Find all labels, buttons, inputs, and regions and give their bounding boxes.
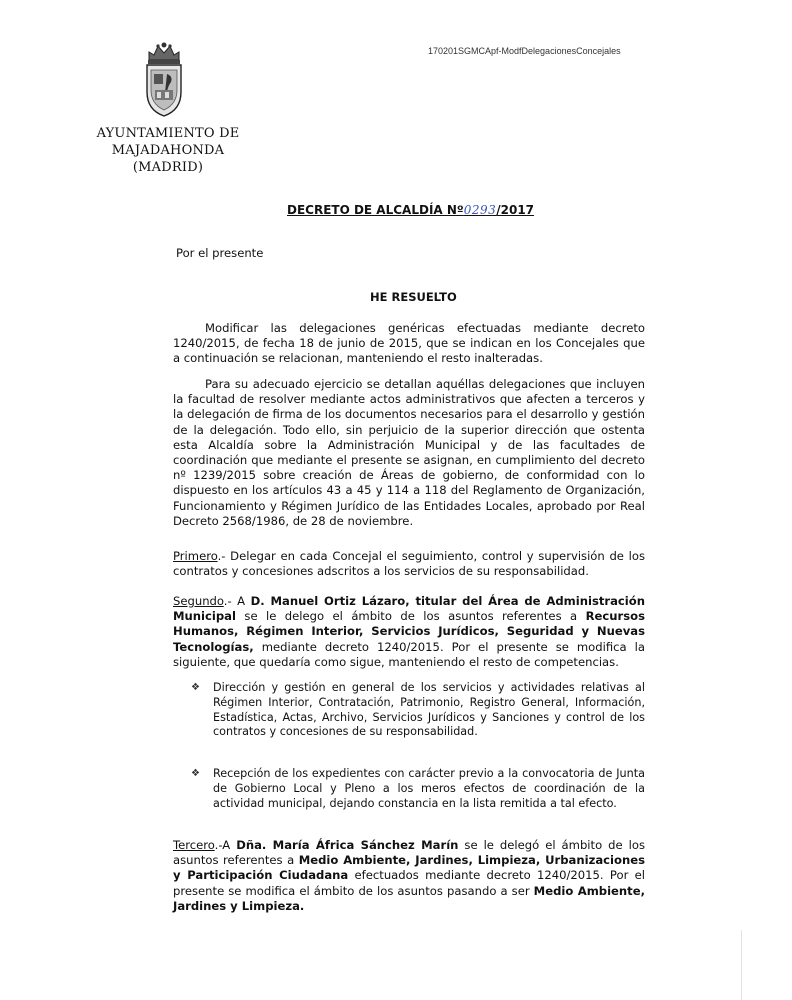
council-name <box>96 125 240 176</box>
segundo-areas: Recursos Humanos, Régimen Interior, Servicios Jurídicos, Seguridad y Nuevas Tecnologías, <box>173 609 645 654</box>
paragraph-primero <box>173 549 645 579</box>
bullet-2-icon: ❖ <box>191 768 200 779</box>
segundo-lead: .- A <box>223 594 251 608</box>
tercero-person: Dña. María África Sánchez Marín <box>236 838 459 852</box>
tercero-areas: Medio Ambiente, Jardines, Limpieza, Urbanizaciones y Participación Ciudadana <box>173 853 645 883</box>
coat-of-arms-icon <box>141 40 187 118</box>
tercero-mid2: efectuados mediante decreto 1240/2015. Por el presente se modifica el ámbito de los asuntos pasando a ser <box>173 868 646 898</box>
segundo-tail: mediante decreto 1240/2015. Por el presente se modifica la siguiente, que quedaría como sigue, manteniendo el resto de competencias. <box>173 639 645 669</box>
intro-text: Por el presente <box>176 246 264 260</box>
paragraph-delegations: Para su adecuado ejercicio se detallan aquéllas delegaciones que incluyen la facultad de resolver mediante actos administrativos que afecten a terceros y la delegación de firma de los documentos necesarios para el desarrollo y gestión de la delegación. Todo ello, sin perjuicio de la superior dirección que ostenta esta Alcaldía sobre la Administración Municipal y de las facultades de coordinación que mediante el presente se asignan, en cumplimiento del decreto nº 1239/2015 sobre creación de Áreas de gobierno, de conformidad con lo dispuesto en los artículos 43 a 45 y 114 a 118 del Reglamento de Organización, Funcionamiento y Régimen Jurídico de las Entidades Locales, aprobado por Real Decreto 2568/1986, de 28 de noviembre. <box>173 377 645 528</box>
council-line-3: (MADRID) <box>132 160 204 175</box>
decree-number: 0293 <box>463 203 497 217</box>
segundo-person: D. Manuel Ortiz Lázaro, titular del Área de Administración Municipal <box>173 594 645 624</box>
bullet-1-icon: ❖ <box>191 682 200 693</box>
paragraph-segundo <box>173 594 645 670</box>
segundo-mid: se le delego el ámbito de los asuntos referentes a <box>235 609 586 624</box>
primero-label: Primero <box>173 549 218 563</box>
scan-edge-line <box>741 930 742 1000</box>
tercero-mid: se le delegó el ámbito de los asuntos referentes a <box>173 838 645 868</box>
primero-text: .- Delegar en cada Concejal el seguimiento, control y supervisión de los contratos y concesiones adscritos a los servicios de su responsabilidad. <box>173 549 645 579</box>
decree-title-prefix: DECRETO DE ALCALDÍA Nº <box>287 203 464 217</box>
tercero-label: Tercero <box>173 838 215 852</box>
paragraph-modify: Modificar las delegaciones genéricas efectuadas mediante decreto 1240/2015, de fecha 18 de junio de 2015, que se indican en los Concejales que a continuación se relacionan, manteniendo el resto inalteradas. <box>173 321 645 366</box>
bullet-item-1: Dirección y gestión en general de los servicios y actividades relativas al Régimen Interior, Contratación, Patrimonio, Registro General, Información, Estadística, Actas, Archivo, Servicios Jurídicos y Sanciones y control de los contratos y concesiones de su responsabilidad. <box>213 681 645 739</box>
bullet-item-2: Recepción de los expedientes con carácter previo a la convocatoria de Junta de Gobierno Local y Pleno a los meros efectos de coordinación de la actividad municipal, dejando constancia en la lista remitida a tal efecto. <box>213 767 645 810</box>
segundo-label: Segundo <box>173 594 224 608</box>
decree-year: /2017 <box>496 203 535 217</box>
tercero-new-areas: Medio Ambiente, Jardines y Limpieza. <box>173 883 645 913</box>
council-line-1: AYUNTAMIENTO DE <box>96 126 240 141</box>
council-line-2: MAJADAHONDA <box>111 143 225 158</box>
decree-title <box>287 203 534 217</box>
tercero-lead: .-A <box>214 838 237 852</box>
resolution-heading: HE RESUELTO <box>370 290 457 304</box>
document-reference: 170201SGMCApf-ModfDelegacionesConcejales <box>428 46 621 56</box>
paragraph-tercero <box>173 838 645 914</box>
